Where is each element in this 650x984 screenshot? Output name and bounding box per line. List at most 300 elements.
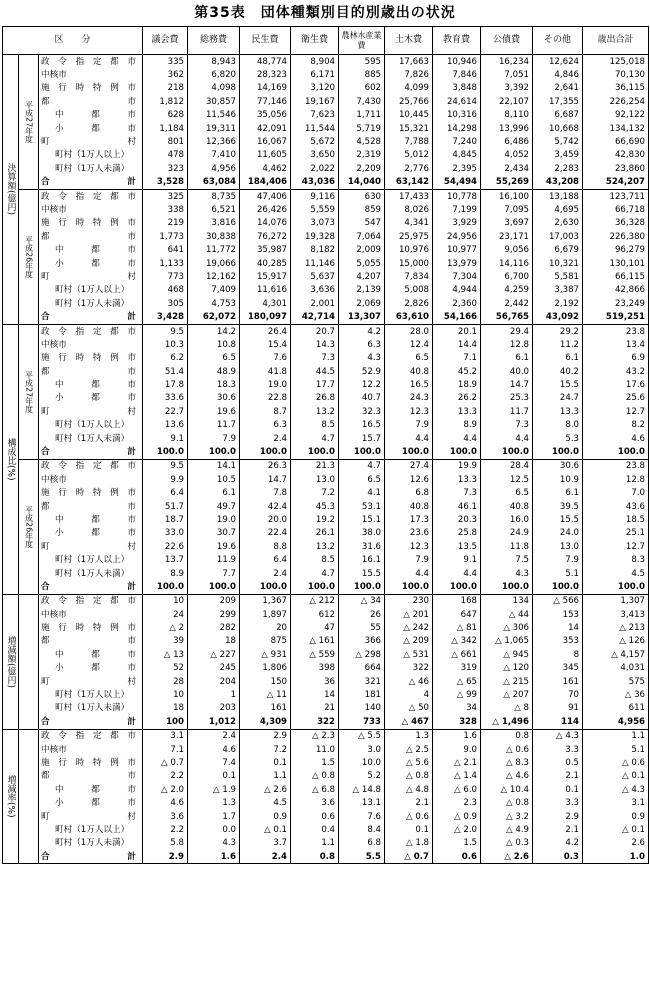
value-cell: △ 531 [385, 648, 433, 661]
value-cell: 4.4 [433, 567, 481, 580]
value-cell: 519,251 [583, 310, 649, 324]
row-label: 町村（1万人未満） [55, 298, 130, 309]
value-cell: 30.7 [188, 527, 240, 540]
value-cell: 15,917 [240, 270, 291, 283]
value-cell: 100.0 [533, 445, 583, 459]
value-cell: △ 5.5 [339, 729, 385, 743]
value-cell: 7,846 [433, 68, 481, 81]
header-col: その他 [533, 27, 583, 55]
value-cell: 100.0 [385, 580, 433, 594]
section-label: 増減率(%) [3, 729, 19, 864]
value-cell: 3.1 [143, 729, 188, 743]
table-row [3, 392, 649, 405]
table-row [3, 567, 649, 580]
value-cell: 12.7 [583, 540, 649, 553]
value-cell: 24,614 [433, 95, 481, 108]
value-cell: 181 [339, 688, 385, 701]
row-label: 合 計 [41, 581, 137, 592]
value-cell: 325 [143, 189, 188, 203]
value-cell: 14,076 [240, 217, 291, 230]
value-cell: △ 342 [433, 635, 481, 648]
value-cell: 10,778 [433, 189, 481, 203]
value-cell: 628 [143, 109, 188, 122]
row-label: 小 都 市 [55, 528, 137, 539]
table-row [3, 270, 649, 283]
value-cell: 4 [385, 688, 433, 701]
value-cell: 6.3 [240, 419, 291, 432]
value-cell: 1,773 [143, 230, 188, 243]
value-cell: 22.7 [143, 405, 188, 418]
value-cell: 100.0 [188, 445, 240, 459]
value-cell: 19.0 [240, 378, 291, 391]
table-row [3, 796, 649, 809]
value-cell: 43.2 [583, 365, 649, 378]
value-cell: 612 [291, 608, 339, 621]
value-cell: 12.3 [385, 540, 433, 553]
value-cell: 4,462 [240, 162, 291, 175]
value-cell: 6.5 [339, 473, 385, 486]
row-label: 合 計 [41, 312, 137, 323]
value-cell: 219 [143, 217, 188, 230]
value-cell: 43.6 [583, 500, 649, 513]
value-cell: 20 [240, 621, 291, 634]
value-cell: 2,360 [433, 297, 481, 310]
value-cell: 40.8 [481, 500, 533, 513]
value-cell: 18.7 [143, 513, 188, 526]
value-cell: 20.1 [433, 324, 481, 338]
value-cell: 10,946 [433, 55, 481, 69]
value-cell: 12,366 [188, 135, 240, 148]
value-cell: 17,003 [533, 230, 583, 243]
value-cell: 32.3 [339, 405, 385, 418]
table-row [3, 729, 649, 743]
value-cell: △ 99 [433, 688, 481, 701]
value-cell: 0.6 [433, 850, 481, 864]
value-cell: 8,110 [481, 109, 533, 122]
table-row [3, 297, 649, 310]
value-cell: 5,672 [291, 135, 339, 148]
value-cell: △ 0.8 [481, 796, 533, 809]
value-cell: 18 [188, 635, 240, 648]
row-label: 施 行 時 特 例 市 [41, 623, 137, 634]
value-cell: 226,380 [583, 230, 649, 243]
value-cell: 100.0 [188, 580, 240, 594]
value-cell: 4.6 [583, 432, 649, 445]
value-cell: 2,826 [385, 297, 433, 310]
value-cell: △ 4.3 [583, 783, 649, 796]
value-cell: 5.2 [339, 770, 385, 783]
value-cell: 5,719 [339, 122, 385, 135]
value-cell: 1,012 [188, 715, 240, 729]
value-cell: 7,788 [385, 135, 433, 148]
value-cell: 100.0 [339, 580, 385, 594]
value-cell: 11.8 [481, 540, 533, 553]
value-cell: 16.5 [339, 419, 385, 432]
value-cell: 245 [188, 662, 240, 675]
value-cell: △ 2.5 [385, 743, 433, 756]
row-label: 政 令 指 定 都 市 [41, 731, 137, 742]
table-row [3, 162, 649, 175]
value-cell: 100.0 [533, 580, 583, 594]
table-row [3, 810, 649, 823]
row-label: 中核市 [41, 339, 67, 350]
value-cell: 40.7 [339, 392, 385, 405]
value-cell: 100.0 [433, 445, 481, 459]
value-cell: 4,259 [481, 284, 533, 297]
value-cell: 328 [433, 715, 481, 729]
row-label: 小 都 市 [55, 123, 137, 134]
row-label: 町 村 [41, 811, 137, 822]
value-cell: 63,610 [385, 310, 433, 324]
value-cell: 5,637 [291, 270, 339, 283]
table-row [3, 352, 649, 365]
expenditure-table [2, 26, 649, 864]
table-row [3, 756, 649, 769]
value-cell: 7,623 [291, 109, 339, 122]
value-cell: 23,171 [481, 230, 533, 243]
value-cell: 19,328 [291, 230, 339, 243]
value-cell: 13,996 [481, 122, 533, 135]
value-cell: 4.4 [433, 432, 481, 445]
value-cell: 323 [143, 162, 188, 175]
value-cell: 13,188 [533, 189, 583, 203]
value-cell: 0.6 [291, 810, 339, 823]
value-cell: △ 566 [533, 594, 583, 608]
value-cell: 9.1 [143, 432, 188, 445]
value-cell: 36,328 [583, 217, 649, 230]
value-cell: 4.2 [339, 324, 385, 338]
row-label: 町村（1万人未満） [55, 433, 130, 444]
value-cell: 26 [339, 608, 385, 621]
value-cell: 3,413 [583, 608, 649, 621]
value-cell: 4.4 [385, 567, 433, 580]
value-cell: 15.4 [240, 338, 291, 351]
row-label: 施 行 時 特 例 市 [41, 83, 137, 94]
value-cell: 4.3 [339, 352, 385, 365]
value-cell: 0.1 [240, 756, 291, 769]
value-cell: 100.0 [583, 445, 649, 459]
value-cell: 48,774 [240, 55, 291, 69]
value-cell: 4,207 [339, 270, 385, 283]
header-col: 教育費 [433, 27, 481, 55]
value-cell: 13.1 [339, 796, 385, 809]
value-cell: 0.1 [533, 783, 583, 796]
value-cell: 8.5 [291, 553, 339, 566]
value-cell: 18 [143, 702, 188, 715]
value-cell: 16,100 [481, 189, 533, 203]
table-row [3, 608, 649, 621]
value-cell: 13.7 [143, 553, 188, 566]
value-cell: 2,630 [533, 217, 583, 230]
value-cell: 8,943 [188, 55, 240, 69]
row-label: 町 村 [41, 676, 137, 687]
value-cell: △ 1,065 [481, 635, 533, 648]
header-row [3, 27, 649, 55]
value-cell: △ 0.8 [291, 770, 339, 783]
row-label: 政 令 指 定 都 市 [41, 191, 137, 202]
value-cell: △ 5.6 [385, 756, 433, 769]
value-cell: 5,008 [385, 284, 433, 297]
value-cell: △ 0.6 [583, 756, 649, 769]
value-cell: 13.3 [433, 405, 481, 418]
value-cell: 13.3 [533, 405, 583, 418]
value-cell: 1,711 [339, 109, 385, 122]
row-label: 中核市 [41, 609, 67, 620]
value-cell: 7.9 [385, 419, 433, 432]
value-cell: 7.5 [481, 553, 533, 566]
value-cell: 11,546 [188, 109, 240, 122]
value-cell: 4.4 [385, 432, 433, 445]
row-label: 町村（1万人以上） [55, 420, 130, 431]
value-cell: △ 209 [385, 635, 433, 648]
value-cell: 63,084 [188, 176, 240, 190]
value-cell: 27.4 [385, 459, 433, 473]
value-cell: 6,521 [188, 203, 240, 216]
value-cell: 184,406 [240, 176, 291, 190]
row-label: 都 市 [41, 366, 137, 377]
value-cell: △ 213 [583, 621, 649, 634]
value-cell: △ 126 [583, 635, 649, 648]
table-row [3, 324, 649, 338]
table-row [3, 635, 649, 648]
value-cell: 7,304 [433, 270, 481, 283]
value-cell: 21.3 [291, 459, 339, 473]
value-cell: 630 [339, 189, 385, 203]
table-body [3, 55, 649, 864]
value-cell: 14.2 [188, 324, 240, 338]
value-cell: 8,904 [291, 55, 339, 69]
value-cell: 25.3 [481, 392, 533, 405]
header-col: 衛生費 [291, 27, 339, 55]
value-cell: 322 [291, 715, 339, 729]
value-cell: 7.9 [385, 553, 433, 566]
value-cell: △ 306 [481, 621, 533, 634]
row-label: 小 都 市 [55, 798, 137, 809]
value-cell: 30,857 [188, 95, 240, 108]
row-label: 都 市 [41, 231, 137, 242]
value-cell: 26.8 [291, 392, 339, 405]
value-cell: 2.9 [240, 729, 291, 743]
value-cell: 7.1 [143, 743, 188, 756]
row-label: 町村（1万人未満） [55, 838, 130, 849]
value-cell: 7.6 [240, 352, 291, 365]
value-cell: 0.8 [291, 850, 339, 864]
table-row [3, 189, 649, 203]
value-cell: 875 [240, 635, 291, 648]
value-cell: 305 [143, 297, 188, 310]
value-cell: 11,146 [291, 257, 339, 270]
value-cell: 125,018 [583, 55, 649, 69]
value-cell: △ 0.3 [481, 837, 533, 850]
value-cell: 25,975 [385, 230, 433, 243]
value-cell: 13.0 [533, 540, 583, 553]
value-cell: 4,309 [240, 715, 291, 729]
table-row [3, 743, 649, 756]
row-label: 都 市 [41, 771, 137, 782]
value-cell: 15.1 [339, 513, 385, 526]
value-cell: 13.5 [433, 540, 481, 553]
table-row [3, 540, 649, 553]
value-cell: 24.7 [533, 392, 583, 405]
value-cell: △ 11 [240, 688, 291, 701]
value-cell: △ 34 [339, 594, 385, 608]
value-cell: 100.0 [291, 445, 339, 459]
value-cell: 2.4 [240, 567, 291, 580]
year-label [19, 729, 39, 864]
value-cell: 161 [533, 675, 583, 688]
value-cell: 4.4 [481, 432, 533, 445]
value-cell: 10.5 [188, 473, 240, 486]
value-cell: 9,116 [291, 189, 339, 203]
value-cell: 602 [339, 82, 385, 95]
value-cell: △ 1.9 [188, 783, 240, 796]
value-cell: 1.7 [188, 810, 240, 823]
value-cell: △ 14.8 [339, 783, 385, 796]
table-row [3, 378, 649, 391]
value-cell: 18.9 [433, 378, 481, 391]
value-cell: 6.5 [385, 352, 433, 365]
header-col: 歳出合計 [583, 27, 649, 55]
value-cell: △ 8 [481, 702, 533, 715]
value-cell: 3,387 [533, 284, 583, 297]
value-cell: 1.5 [291, 756, 339, 769]
table-row [3, 688, 649, 701]
value-cell: △ 0.6 [481, 743, 533, 756]
value-cell: 13,307 [339, 310, 385, 324]
value-cell: △ 2 [143, 621, 188, 634]
value-cell: 4.7 [291, 567, 339, 580]
value-cell: 43,036 [291, 176, 339, 190]
value-cell: 23.8 [583, 324, 649, 338]
row-label: 町村（1万人未満） [55, 568, 130, 579]
table-row [3, 445, 649, 459]
value-cell: 2.4 [240, 432, 291, 445]
value-cell: 12.3 [385, 405, 433, 418]
header-col: 総務費 [188, 27, 240, 55]
value-cell: 10.9 [533, 473, 583, 486]
value-cell: 7.9 [533, 553, 583, 566]
table-row [3, 109, 649, 122]
value-cell: 9.1 [433, 553, 481, 566]
value-cell: 647 [433, 608, 481, 621]
value-cell: 338 [143, 203, 188, 216]
value-cell: 16.5 [385, 378, 433, 391]
value-cell: 8,735 [188, 189, 240, 203]
value-cell: 45.3 [291, 500, 339, 513]
value-cell: 30.6 [188, 392, 240, 405]
row-label: 合 計 [41, 716, 137, 727]
value-cell: 7.7 [188, 567, 240, 580]
value-cell: 2.2 [143, 823, 188, 836]
value-cell: 6.8 [339, 837, 385, 850]
value-cell: 6,820 [188, 68, 240, 81]
row-label: 町村（1万人以上） [55, 285, 130, 296]
value-cell: 15.7 [339, 432, 385, 445]
table-row [3, 850, 649, 864]
value-cell: 10,445 [385, 109, 433, 122]
value-cell: 24.3 [385, 392, 433, 405]
value-cell: 321 [339, 675, 385, 688]
value-cell: 17,355 [533, 95, 583, 108]
value-cell: 100.0 [291, 580, 339, 594]
value-cell: 773 [143, 270, 188, 283]
value-cell: 12,162 [188, 270, 240, 283]
value-cell: 9,056 [481, 243, 533, 256]
value-cell: 55 [339, 621, 385, 634]
value-cell: 1,307 [583, 594, 649, 608]
value-cell: 100.0 [385, 445, 433, 459]
value-cell: 2.4 [188, 729, 240, 743]
value-cell: 8.4 [339, 823, 385, 836]
value-cell: 6.4 [143, 487, 188, 500]
value-cell: 62,072 [188, 310, 240, 324]
value-cell: △ 201 [385, 608, 433, 621]
value-cell: 23,249 [583, 297, 649, 310]
value-cell: 7.6 [339, 810, 385, 823]
table-row [3, 662, 649, 675]
value-cell: △ 215 [481, 675, 533, 688]
value-cell: 282 [188, 621, 240, 634]
value-cell: 0.9 [240, 810, 291, 823]
value-cell: △ 8.3 [481, 756, 533, 769]
value-cell: 664 [339, 662, 385, 675]
value-cell: 12.6 [385, 473, 433, 486]
table-row [3, 55, 649, 69]
value-cell: 24 [143, 608, 188, 621]
value-cell: 26.3 [240, 459, 291, 473]
value-cell: 345 [533, 662, 583, 675]
value-cell: 12.5 [481, 473, 533, 486]
row-label: 小 都 市 [55, 663, 137, 674]
value-cell: 17.6 [583, 378, 649, 391]
value-cell: 230 [385, 594, 433, 608]
value-cell: 100.0 [143, 580, 188, 594]
value-cell: 24,956 [433, 230, 481, 243]
table-row [3, 553, 649, 566]
value-cell: 18.5 [583, 513, 649, 526]
value-cell: 3,459 [533, 149, 583, 162]
value-cell: 12.2 [339, 378, 385, 391]
value-cell: 2.3 [433, 796, 481, 809]
value-cell: 3,073 [291, 217, 339, 230]
value-cell: 0.4 [291, 823, 339, 836]
value-cell: 4,753 [188, 297, 240, 310]
value-cell: 16,234 [481, 55, 533, 69]
value-cell: 6.2 [143, 352, 188, 365]
value-cell: △ 931 [240, 648, 291, 661]
value-cell: △ 0.1 [240, 823, 291, 836]
row-label: 町 村 [41, 137, 137, 148]
value-cell: △ 81 [433, 621, 481, 634]
value-cell: 6.5 [481, 487, 533, 500]
value-cell: 24.9 [481, 527, 533, 540]
value-cell: 1,812 [143, 95, 188, 108]
value-cell: △ 661 [433, 648, 481, 661]
value-cell: 100.0 [240, 445, 291, 459]
row-label: 町 村 [41, 541, 137, 552]
value-cell: 19.9 [433, 459, 481, 473]
row-label: 都 市 [41, 636, 137, 647]
year-label: 平成26年度 [19, 459, 39, 594]
value-cell: 7.9 [188, 432, 240, 445]
value-cell: 161 [240, 702, 291, 715]
value-cell: △ 2.0 [143, 783, 188, 796]
value-cell: 54,166 [433, 310, 481, 324]
value-cell: 63,142 [385, 176, 433, 190]
value-cell: 2.2 [143, 770, 188, 783]
value-cell: 5,055 [339, 257, 385, 270]
table-row [3, 500, 649, 513]
